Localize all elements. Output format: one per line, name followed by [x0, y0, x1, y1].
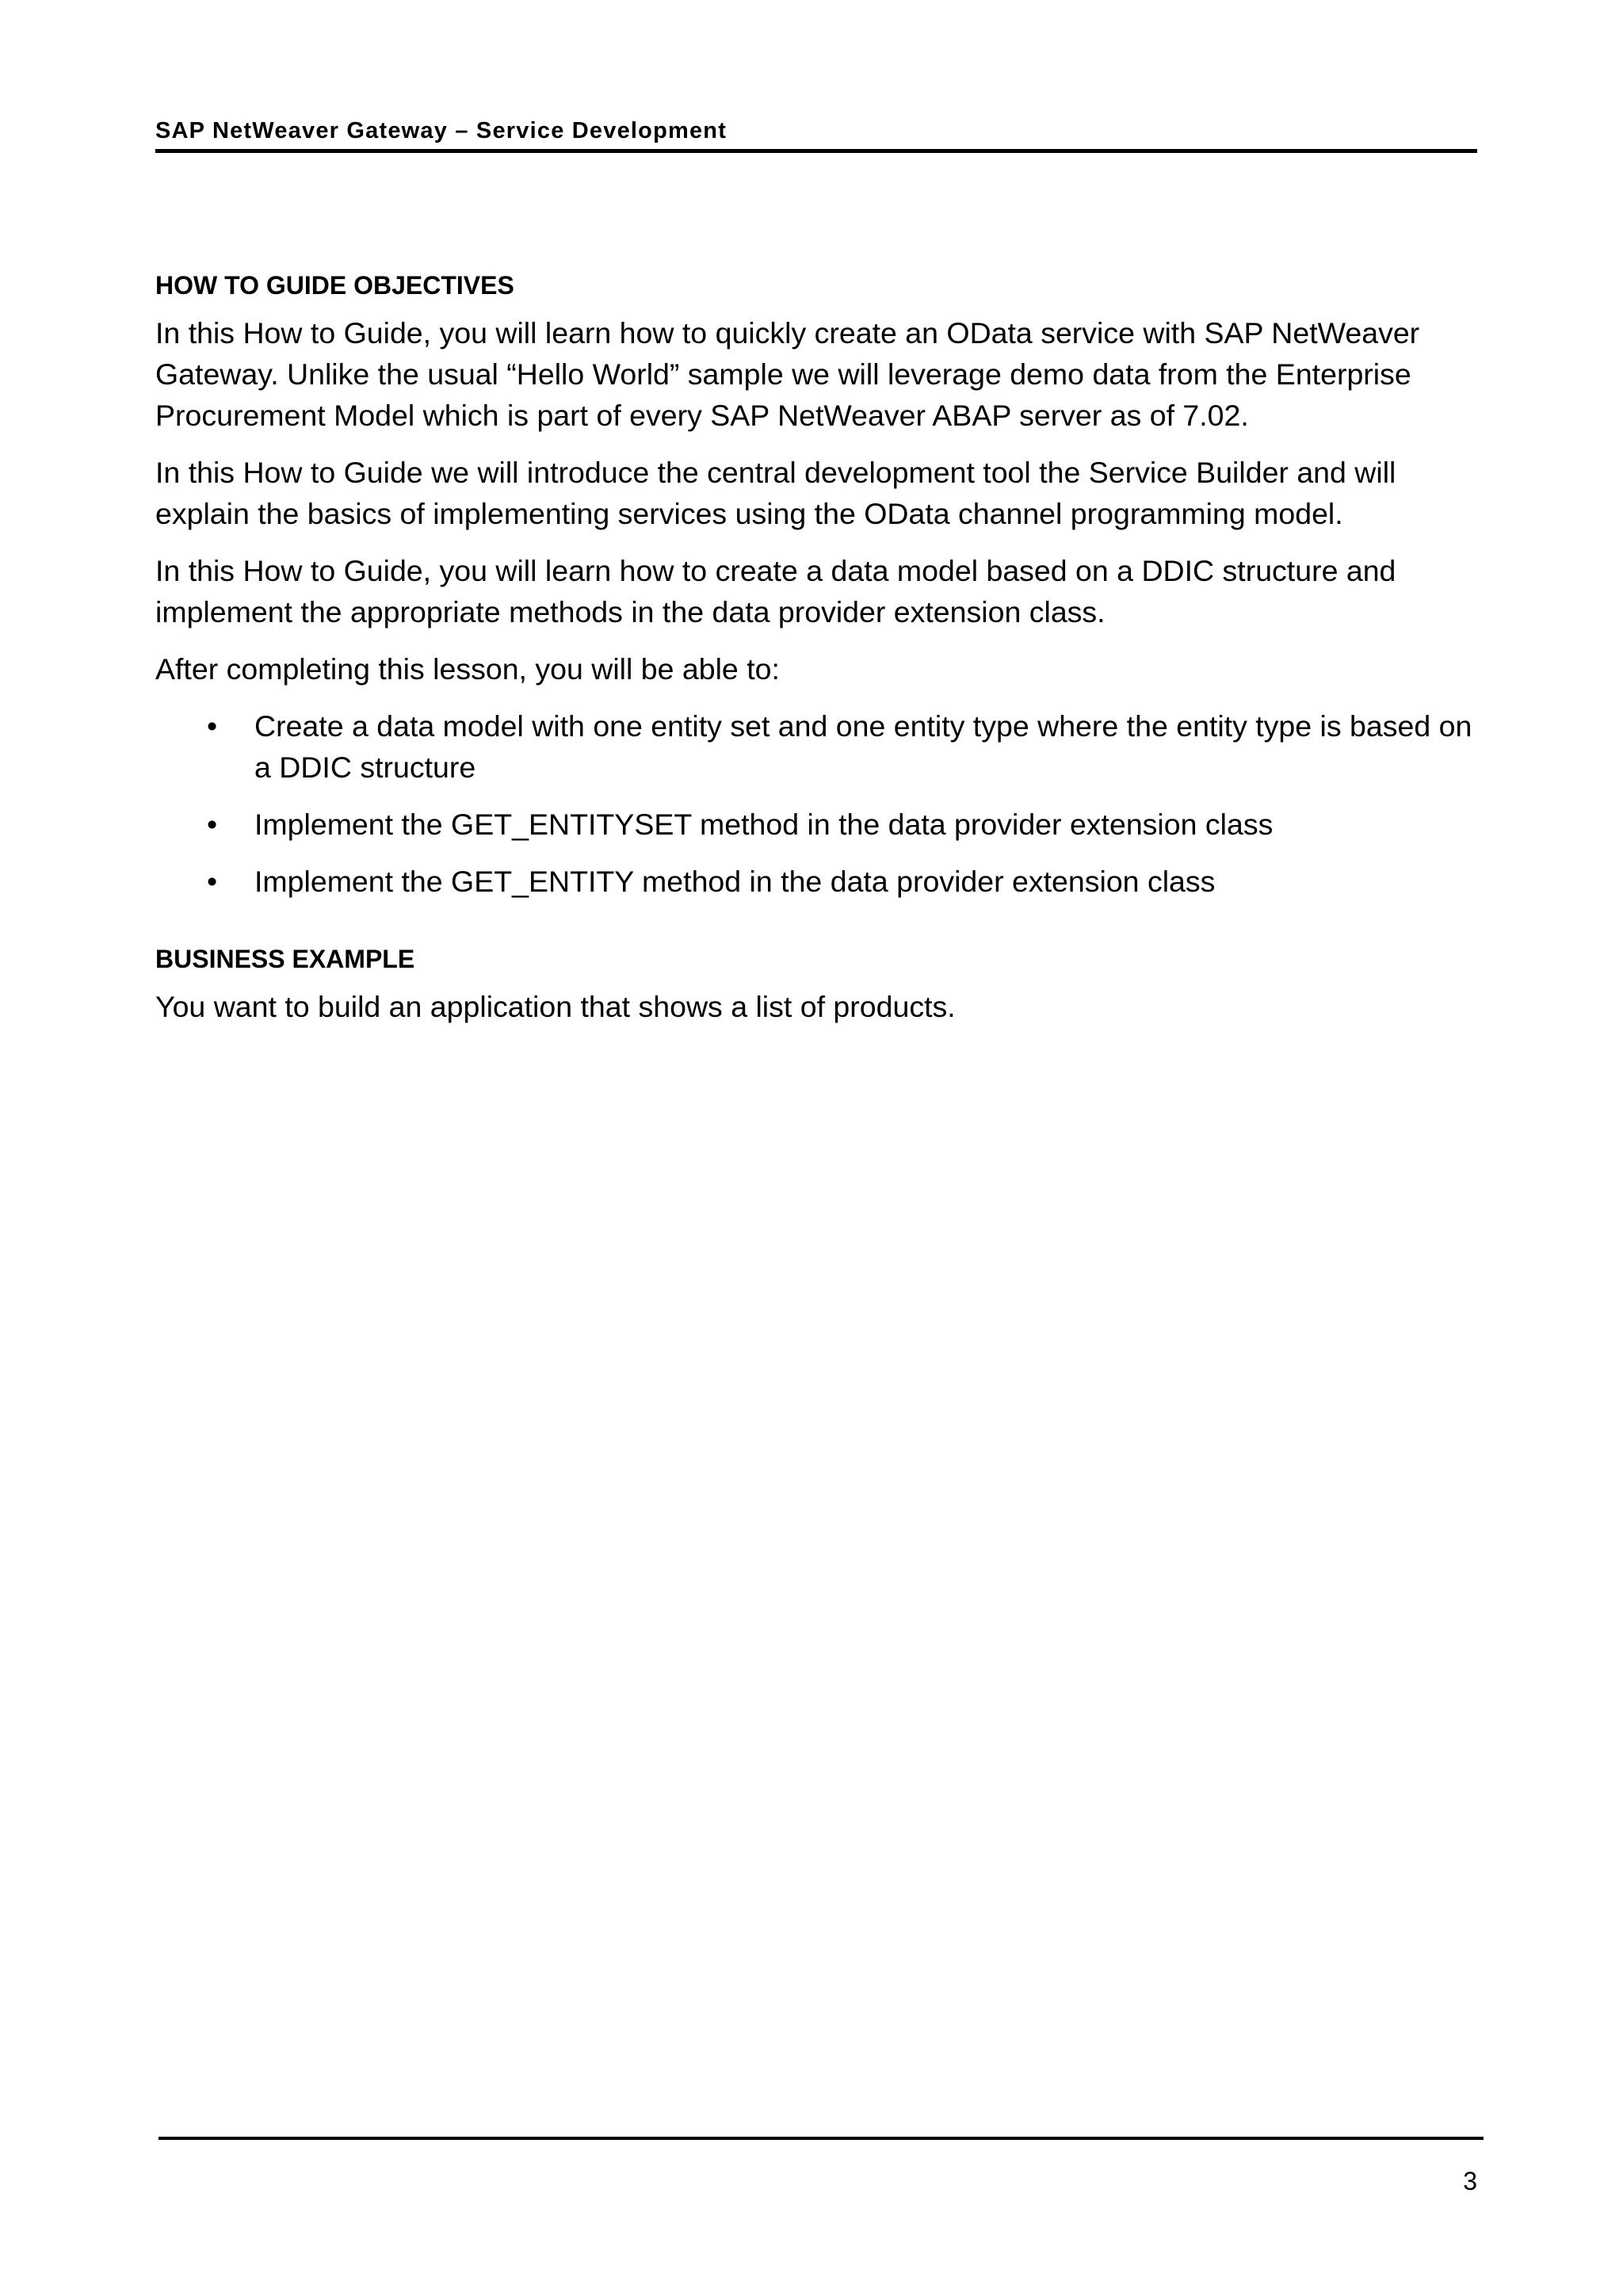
footer-divider: [158, 2137, 1484, 2140]
list-item: [155, 804, 1487, 845]
page-content: [155, 269, 1487, 1027]
bullet-text: Implement the GET_ENTITYSET method in the data provider extension class: [254, 808, 1274, 841]
objectives-paragraph-1: In this How to Guide, you will learn how to quickly create an OData service with SAP NetWeaver Gateway. Unlike the usual “Hello World” sample we will leverage demo data from the Enterprise Procurement Model which is part of every SAP NetWeaver ABAP server as of 7.02.: [155, 316, 1420, 432]
bullet-text: Create a data model with one entity set and one entity type where the entity type is based on a DDIC structure: [254, 709, 1472, 784]
bullet-icon: •: [207, 865, 218, 898]
list-item: [155, 705, 1487, 788]
objectives-paragraph-3: In this How to Guide, you will learn how to create a data model based on a DDIC structure and implement the appropriate methods in the data provider extension class.: [155, 554, 1396, 628]
bullet-icon: •: [207, 709, 218, 743]
objectives-paragraph-2: In this How to Guide we will introduce the central development tool the Service Builder and will explain the basics of implementing services using the OData channel programming model.: [155, 456, 1396, 530]
business-example-heading: BUSINESS EXAMPLE: [155, 945, 415, 973]
header-divider: [155, 149, 1477, 153]
document-title: SAP NetWeaver Gateway – Service Development: [155, 118, 727, 143]
objectives-intro-line: After completing this lesson, you will be able to:: [155, 652, 780, 686]
list-item: [155, 861, 1487, 902]
objectives-heading: HOW TO GUIDE OBJECTIVES: [155, 271, 514, 300]
objectives-bullet-list: [155, 705, 1487, 902]
page-header: [155, 117, 1477, 144]
bullet-text: Implement the GET_ENTITY method in the data provider extension class: [254, 865, 1216, 898]
bullet-icon: •: [207, 808, 218, 841]
page-number: 3: [1463, 2167, 1477, 2195]
business-example-text: You want to build an application that shows a list of products.: [155, 990, 956, 1023]
